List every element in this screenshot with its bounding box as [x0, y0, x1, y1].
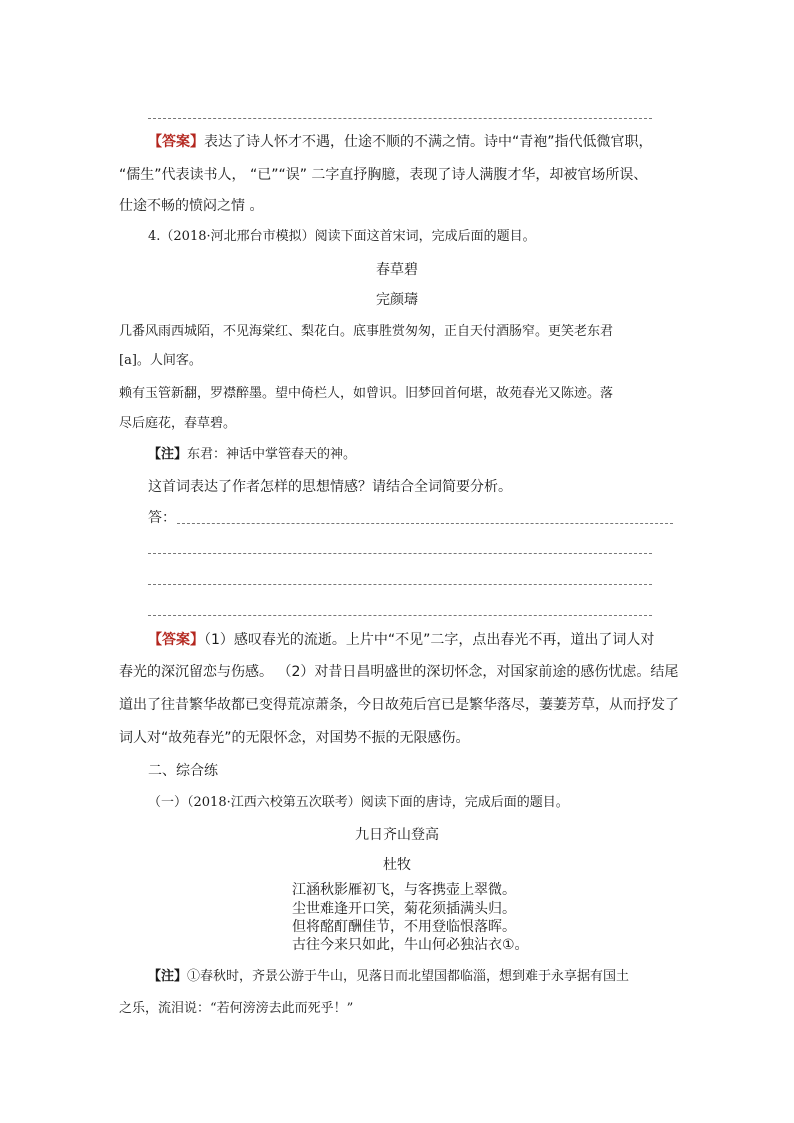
- section-poem-line-4: 古往今来只如此，牛山何必独沾衣①。: [292, 937, 529, 953]
- q4-poem-line-3: 赖有玉管新翻，罗襟醉墨。望中倚栏人，如曾识。旧梦回首何堪，故苑春光又陈迹。落: [119, 386, 614, 401]
- note-tag: 【注】: [148, 447, 188, 462]
- section-poem-line-2: 尘世难逢开口笑，菊花须插满头归。: [292, 901, 516, 917]
- q4-note: [148, 447, 356, 463]
- answer-line[interactable]: [148, 584, 652, 585]
- q3-answer-line-1: 【答案】表达了诗人怀才不遇，仕途不顺的不满之情。诗中“青袍”指代低微官职，: [148, 134, 653, 150]
- section-intro: （一）（2018·江西六校第五次联考）阅读下面的唐诗，完成后面的题目。: [148, 795, 569, 810]
- answer-line[interactable]: [177, 523, 673, 524]
- note-text: 东君：神话中掌管春天的神。: [187, 447, 357, 462]
- note-tag: 【注】: [148, 969, 188, 984]
- q4-question: 这首词表达了作者怎样的思想情感？请结合全词简要分析。: [148, 479, 512, 495]
- section-poem-line-1: 江涵秋影雁初飞，与客携壶上翠微。: [292, 882, 516, 898]
- answer-tag: 【答案】: [148, 134, 204, 150]
- q4-poem-line-2: [a]。人间客。: [119, 353, 202, 368]
- q4-answer-line-4: 词人对“故苑春光”的无限怀念，对国势不振的无限感伤。: [119, 730, 470, 746]
- q4-answer-line-2: 春光的深沉留恋与伤感。 （2）对昔日昌明盛世的深切怀念，对国家前途的感伤忧虑。结尾: [119, 664, 679, 680]
- q4-poem-line-1: 几番风雨西城陌，不见海棠红、梨花白。底事胜赏匆匆，正自天付酒肠窄。更笑老东君: [119, 324, 614, 339]
- section-poem-author: 杜牧: [383, 857, 411, 873]
- answer-tag: 【答案】: [148, 632, 204, 648]
- q3-answer-line-2: “儒生”代表读书人， “已”“误” 二字直抒胸臆，表现了诗人满腹才华，却被官场所误、: [119, 167, 648, 183]
- q4-intro: 4.（2018·河北邢台市模拟）阅读下面这首宋词，完成后面的题目。: [148, 229, 536, 244]
- answer-line[interactable]: [148, 553, 652, 554]
- q4-answer-line-3: 道出了往昔繁华故都已变得荒凉萧条，今日故苑后宫已是繁华落尽，萋萋芳草，从而抒发了: [119, 697, 679, 713]
- q4-answer-line-1: 【答案】（1）感叹春光的流逝。上片中“不见”二字，点出春光不再，道出了词人对: [148, 632, 655, 648]
- section-note-line-1: 【注】①春秋时，齐景公游于牛山，见落日而北望国都临淄，想到难于永享据有国土: [148, 969, 630, 984]
- q4-answer-label: 答：: [148, 510, 176, 526]
- section-note-line-2: 之乐，流泪说：“若何滂滂去此而死乎！”: [119, 1001, 354, 1016]
- answer-line[interactable]: [148, 615, 652, 616]
- section-poem-title: 九日齐山登高: [355, 827, 439, 843]
- q4-poem-line-4: 尽后庭花，春草碧。: [119, 416, 237, 431]
- q4-poem-title: 春草碧: [376, 262, 418, 278]
- q4-poem-author: 完颜璹: [376, 292, 418, 308]
- answer-line: [148, 118, 652, 119]
- section-heading: 二、综合练: [148, 763, 218, 779]
- section-poem-line-3: 但将酩酊酬佳节，不用登临恨落晖。: [292, 919, 516, 935]
- q3-answer-line-3: 仕途不畅的愤闷之情 。: [119, 198, 264, 214]
